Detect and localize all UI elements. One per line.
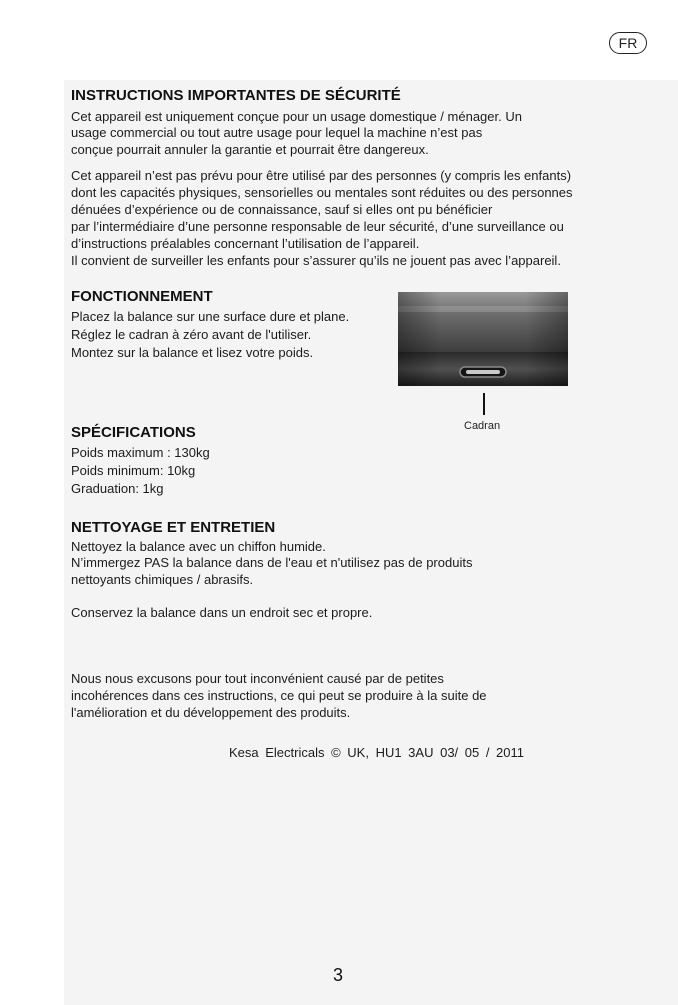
spec-line: Poids maximum : 130kg bbox=[71, 445, 210, 460]
safety-para2-line: Il convient de surveiller les enfants pour s’assurer qu’ils ne jouent pas avec l’appareil. bbox=[71, 253, 561, 268]
safety-para2-line: Cet appareil n’est pas prévu pour être utilisé par des personnes (y compris les enfants) bbox=[71, 168, 572, 183]
safety-para1-line: usage commercial ou tout autre usage pour lequel la machine n’est pas bbox=[71, 125, 483, 140]
operation-heading: FONCTIONNEMENT bbox=[71, 288, 213, 305]
safety-para2-line: dénuées d’expérience ou de connaissance, sauf si elles ont pu bénéficier bbox=[71, 202, 493, 217]
cleaning-line: nettoyants chimiques / abrasifs. bbox=[71, 572, 254, 587]
safety-para2-line: par l’intermédiaire d’une personne responsable de leur sécurité, d’une surveillance ou bbox=[71, 219, 564, 234]
cleaning-heading: NETTOYAGE ET ENTRETIEN bbox=[71, 519, 276, 536]
scale-dial-photo bbox=[398, 292, 568, 386]
cleaning-line: Nettoyez la balance avec un chiffon humide. bbox=[71, 539, 326, 554]
page-number: 3 bbox=[333, 965, 344, 985]
safety-para1-line: Cet appareil est uniquement conçue pour un usage domestique / ménager. Un bbox=[71, 109, 522, 124]
safety-heading: INSTRUCTIONS IMPORTANTES DE SÉCURITÉ bbox=[71, 87, 401, 104]
spec-line: Graduation: 1kg bbox=[71, 481, 164, 496]
spec-line: Poids minimum: 10kg bbox=[71, 463, 196, 478]
operation-line: Placez la balance sur une surface dure et plane. bbox=[71, 309, 350, 324]
apology-line: incohérences dans ces instructions, ce qui peut se produire à la suite de bbox=[71, 688, 487, 703]
safety-para2-line: dont les capacités physiques, sensorielles ou mentales sont réduites ou des personnes bbox=[71, 185, 573, 200]
dial-pointer-line bbox=[483, 393, 485, 415]
copyright-footer: Kesa Electricals © UK, HU1 3AU 03/ 05 / 2011 bbox=[229, 745, 525, 760]
operation-line: Montez sur la balance et lisez votre poids. bbox=[71, 345, 314, 360]
language-badge: FR bbox=[609, 32, 647, 54]
safety-para1-line: conçue pourrait annuler la garantie et pourrait être dangereux. bbox=[71, 142, 429, 157]
storage-note: Conservez la balance dans un endroit sec et propre. bbox=[71, 605, 373, 620]
specs-heading: SPÉCIFICATIONS bbox=[71, 424, 196, 441]
safety-para2-line: d’instructions préalables concernant l’utilisation de l’appareil. bbox=[71, 236, 420, 251]
apology-line: Nous nous excusons pour tout inconvénient causé par de petites bbox=[71, 671, 444, 686]
dial-caption: Cadran bbox=[464, 420, 501, 432]
apology-line: l'amélioration et du développement des produits. bbox=[71, 705, 351, 720]
cleaning-line: N’immergez PAS la balance dans de l'eau et n'utilisez pas de produits bbox=[71, 555, 473, 570]
operation-line: Réglez le cadran à zéro avant de l'utiliser. bbox=[71, 327, 312, 342]
